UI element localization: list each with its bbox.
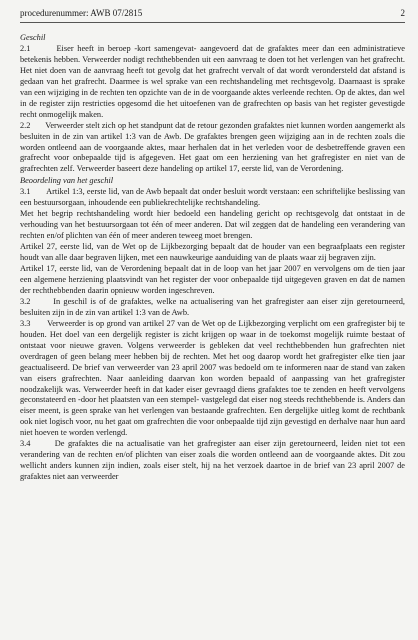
paragraph-artikel-17: Artikel 17, eerste lid, van de Verordening bepaalt dat in de loop van het jaar 2007 en vervolgens om de tien jaar een algemene herziening plaatsvindt van het register der voor onbepaalde tijd uitgegeven graven en dat de namen der rechthebbenden daarin opnieuw worden ingeschreven. (20, 264, 405, 295)
procedure-number: procedurenummer: AWB 07/2815 (20, 8, 143, 18)
paragraph-3-4: 3.4 De grafaktes die na actualisatie van het grafregister aan eiser zijn geretourneerd, leiden niet tot een verandering van de rechten en/of plichten van eiser zoals die worden ontleend aan de voorgaande aktes. Dit zou wellicht anders kunnen zijn indien, zoals eiser stelt, hij na het verzoek daartoe in de brief van 23 april 2007 de grafaktes niet aan verweerder (20, 439, 405, 482)
header-rule (20, 22, 405, 23)
paragraph-artikel-27: Artikel 27, eerste lid, van de Wet op de Lijkbezorging bepaalt dat de houder van een begraafplaats een register houdt van alle daar begraven lijken, met een nauwkeurige aanduiding van de plaats waar zij begraven zijn. (20, 242, 405, 263)
paragraph-3-3: 3.3 Verweerder is op grond van artikel 27 van de Wet op de Lijkbezorging verplicht om een grafregister bij te houden. Het doel van een dergelijk register is zicht krijgen op waar in de toekomst mogelijk ruimte bestaat of ontstaat voor nieuwe graven. Volgens verweerder is gebleken dat veel rechthebbenden hun grafrechten niet overdragen of geen belang meer hebben bij de rechten. Met het oog daarop wordt het grafregister elke tien jaar geactualiseerd. De brief van verweerder van 23 april 2007 was bedoeld om te informeren naar de stand van zaken van eisers grafrechten. Naar aanleiding daarvan kon worden bepaald of aanpassing van het grafregister noodzakelijk was. Verweerder heeft in dat kader eiser gevraagd diens grafaktes toe te zenden en heeft vervolgens geconstateerd en -door het plaatsten van een stempel- vastgelegd dat eiser nog steeds rechthebbende is. Anders dan eiser meent, is geen sprake van het verlengen van bestaande grafrechten. Een dergelijke uitleg komt de rechtbank ook niet logisch voor, nu het gaat om grafrechten die voor onbepaalde tijd zijn gevestigd en derhalve naar hun aard niet hoeven te worden verlengd. (20, 318, 405, 438)
page-number: 2 (400, 8, 405, 18)
paragraph-3-1: 3.1 Artikel 1:3, eerste lid, van de Awb bepaalt dat onder besluit wordt verstaan: een schriftelijke beslissing van een bestuursorgaan, inhoudende een publiekrechtelijke rechtshandeling. (20, 187, 405, 208)
paragraph-2-1: 2.1 Eiser heeft in beroep -kort samengevat- aangevoerd dat de grafaktes meer dan een administratieve betekenis hebben. Verweerder nodigt rechthebbenden uit een aanvraag te doen tot het verlengen van het grafrecht. Het niet doen van de aanvraag heeft tot gevolg dat het grafrecht vervalt of dat wordt verondersteld dat afstand is gedaan van het grafrecht. Daarmee is wel sprake van een rechtshandeling met rechtsgevolg. Daarnaast is sprake van een wijziging in de rechten ten opzichte van de in de voorgaande aktes verleende rechten. Op de aktes, dan wel in de register zijn restricties opgesomd die het uitoefenen van de grafrechten op basis van het register gevestigde recht onmogelijk maken. (20, 43, 405, 119)
document-body (20, 33, 405, 483)
paragraph-2-2: 2.2 Verweerder stelt zich op het standpunt dat de retour gezonden grafaktes niet kunnen worden aangemerkt als besluiten in de zin van artikel 1:3 van de Awb. De grafaktes brengen geen wijziging aan in de rechten zoals die worden ontleend aan de voorgaande aktes, maar herhalen dat in het verleden voor de desbetreffende graven een grafrecht voor onbepaalde tijd is afgegeven. Het gaat om een herziening van het grafregister en niet van de grafrechten zelf. Verweerder baseert deze handeling op artikel 17, eerste lid, van de Verordening. (20, 120, 405, 174)
section-heading-geschil: Geschil (20, 33, 46, 42)
paragraph-3-2: 3.2 In geschil is of de grafaktes, welke na actualisering van het grafregister aan eiser zijn geretourneerd, besluiten zijn in de zin van artikel 1:3 van de Awb. (20, 296, 405, 317)
paragraph-rechtshandeling: Met het begrip rechtshandeling wordt hier bedoeld een handeling gericht op rechtsgevolg dat ontstaat in de verhouding van het bestuursorgaan tot één of meer anderen. Dat wil zeggen dat de handeling een verandering van rechten en/of plichten van één of meer anderen teweeg moet brengen. (20, 209, 405, 241)
page-header (20, 8, 405, 19)
section-heading-beoordeling: Beoordeling van het geschil (20, 176, 114, 186)
